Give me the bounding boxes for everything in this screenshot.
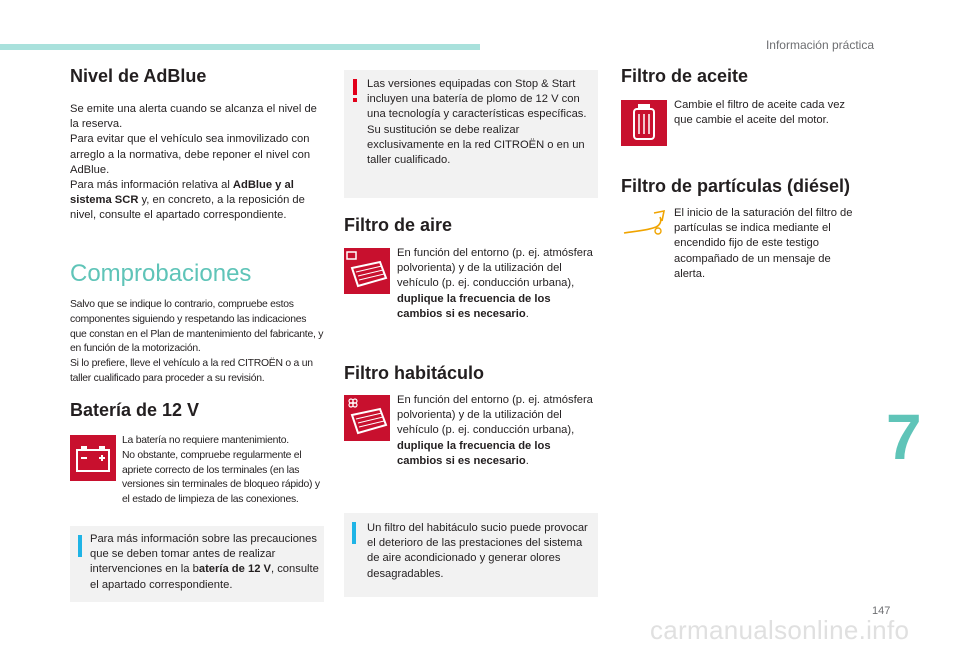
watermark: carmanualsonline.info <box>650 615 910 645</box>
cabin-filter-text-a: En función del entorno (p. ej. atmósfera polvorienta) y de la utilización del vehículo (p. ej. conducción urbana), <box>397 394 593 437</box>
battery-l1: La batería no requiere mantenimiento. <box>122 435 289 446</box>
particle-filter-section <box>621 176 850 197</box>
cabin-filter-icon <box>344 395 390 441</box>
page-number: 147 <box>872 605 891 617</box>
checks-p1: Salvo que se indique lo contrario, compruebe estos componentes siguiendo y respetando las indicaciones que constan en el Plan de mantenimiento del fabricante, y en función de la motorización. <box>70 299 324 355</box>
particle-filter-warning-icon <box>620 205 668 245</box>
cabin-filter-info-text: Un filtro del habitáculo sucio puede provocar el deterioro de las prestaciones del sistema de aire acondicionado y generar olores desagradables. <box>367 522 588 580</box>
adblue-section <box>70 66 324 224</box>
battery-text <box>122 434 324 508</box>
adblue-p2: Para evitar que el vehículo sea inmovilizado con arreglo a la normativa, debe reponer el nivel con AdBlue. <box>70 133 311 176</box>
checks-section <box>70 260 324 387</box>
battery-title: Batería de 12 V <box>70 400 200 420</box>
adblue-p3 <box>70 178 324 224</box>
battery-info-a: Para más información sobre las precauciones que se deben tomar antes de realizar intervenciones en la b <box>90 533 317 576</box>
checks-title: Comprobaciones <box>70 260 252 287</box>
chapter-number: 7 <box>886 401 922 473</box>
air-filter-text-c: . <box>525 307 529 320</box>
battery-icon <box>70 435 116 481</box>
oil-filter-title: Filtro de aceite <box>621 66 749 86</box>
battery-info-c: , consulte el apartado correspondiente. <box>90 563 319 591</box>
oil-filter-icon <box>621 100 667 146</box>
battery-info-text <box>90 532 322 593</box>
stopstart-p2: Su sustitución se debe realizar exclusivamente en la red CITROËN o en un taller cualificado. <box>367 123 585 167</box>
battery-info-box <box>70 526 324 602</box>
checks-p2: Si lo prefiere, lleve el vehículo a la red CITROËN o a un taller cualificado para proceder a su revisión. <box>70 358 313 384</box>
stopstart-text <box>367 77 593 168</box>
cabin-filter-text <box>397 393 593 469</box>
particle-filter-text: El inicio de la saturación del filtro de partículas se indica mediante el encendido fijo de este testigo acompañado de un mensaje de alerta. <box>674 207 853 280</box>
cabin-filter-section <box>344 363 484 384</box>
cabin-filter-info-box <box>344 513 598 597</box>
stopstart-p1: Las versiones equipadas con Stop & Start incluyen una batería de plomo de 12 V con una tecnología y características específicas. <box>367 78 587 121</box>
adblue-p3-c: y, en concreto, a la reposición de nivel, consulte el apartado correspondiente. <box>70 194 305 222</box>
air-filter-title: Filtro de aire <box>344 215 453 235</box>
adblue-p1: Se emite una alerta cuando se alcanza el nivel de la reserva. <box>70 103 317 131</box>
cabin-filter-text-b: duplique la frecuencia de los cambios si es necesario <box>397 439 551 467</box>
warning-icon <box>353 79 357 95</box>
section-title: Información práctica <box>765 38 874 52</box>
adblue-p3-b: AdBlue y al sistema SCR <box>70 179 294 207</box>
battery-section <box>70 400 324 421</box>
adblue-text <box>70 102 324 224</box>
oil-filter-section <box>621 66 748 87</box>
air-filter-text-b: duplique la frecuencia de los cambios si es necesario <box>397 292 551 320</box>
adblue-p3-a: Para más información relativa al <box>70 179 233 192</box>
oil-filter-text: Cambie el filtro de aceite cada vez que cambie el aceite del motor. <box>674 99 846 127</box>
info-icon <box>352 522 356 544</box>
warning-icon-dot <box>353 98 357 102</box>
battery-l2: No obstante, compruebe regularmente el apriete correcto de los terminales (en las versiones sin terminales de bloqueo rápido) y el estado de limpieza de las conexiones. <box>122 449 320 506</box>
info-icon <box>78 535 82 557</box>
adblue-title: Nivel de AdBlue <box>70 66 207 86</box>
air-filter-icon <box>344 248 390 294</box>
air-filter-section <box>344 215 452 236</box>
cabin-filter-title: Filtro habitáculo <box>344 363 485 383</box>
cabin-filter-text-c: . <box>525 454 529 467</box>
battery-info-b: atería de 12 V <box>198 563 271 576</box>
particle-filter-title: Filtro de partículas (diésel) <box>621 176 851 196</box>
air-filter-text-a: En función del entorno (p. ej. atmósfera polvorienta) y de la utilización del vehículo (p. ej. conducción urbana), <box>397 247 593 290</box>
stopstart-warning-box <box>344 70 598 198</box>
header-accent-bar <box>0 44 480 50</box>
checks-text <box>70 298 324 387</box>
air-filter-text <box>397 246 593 322</box>
